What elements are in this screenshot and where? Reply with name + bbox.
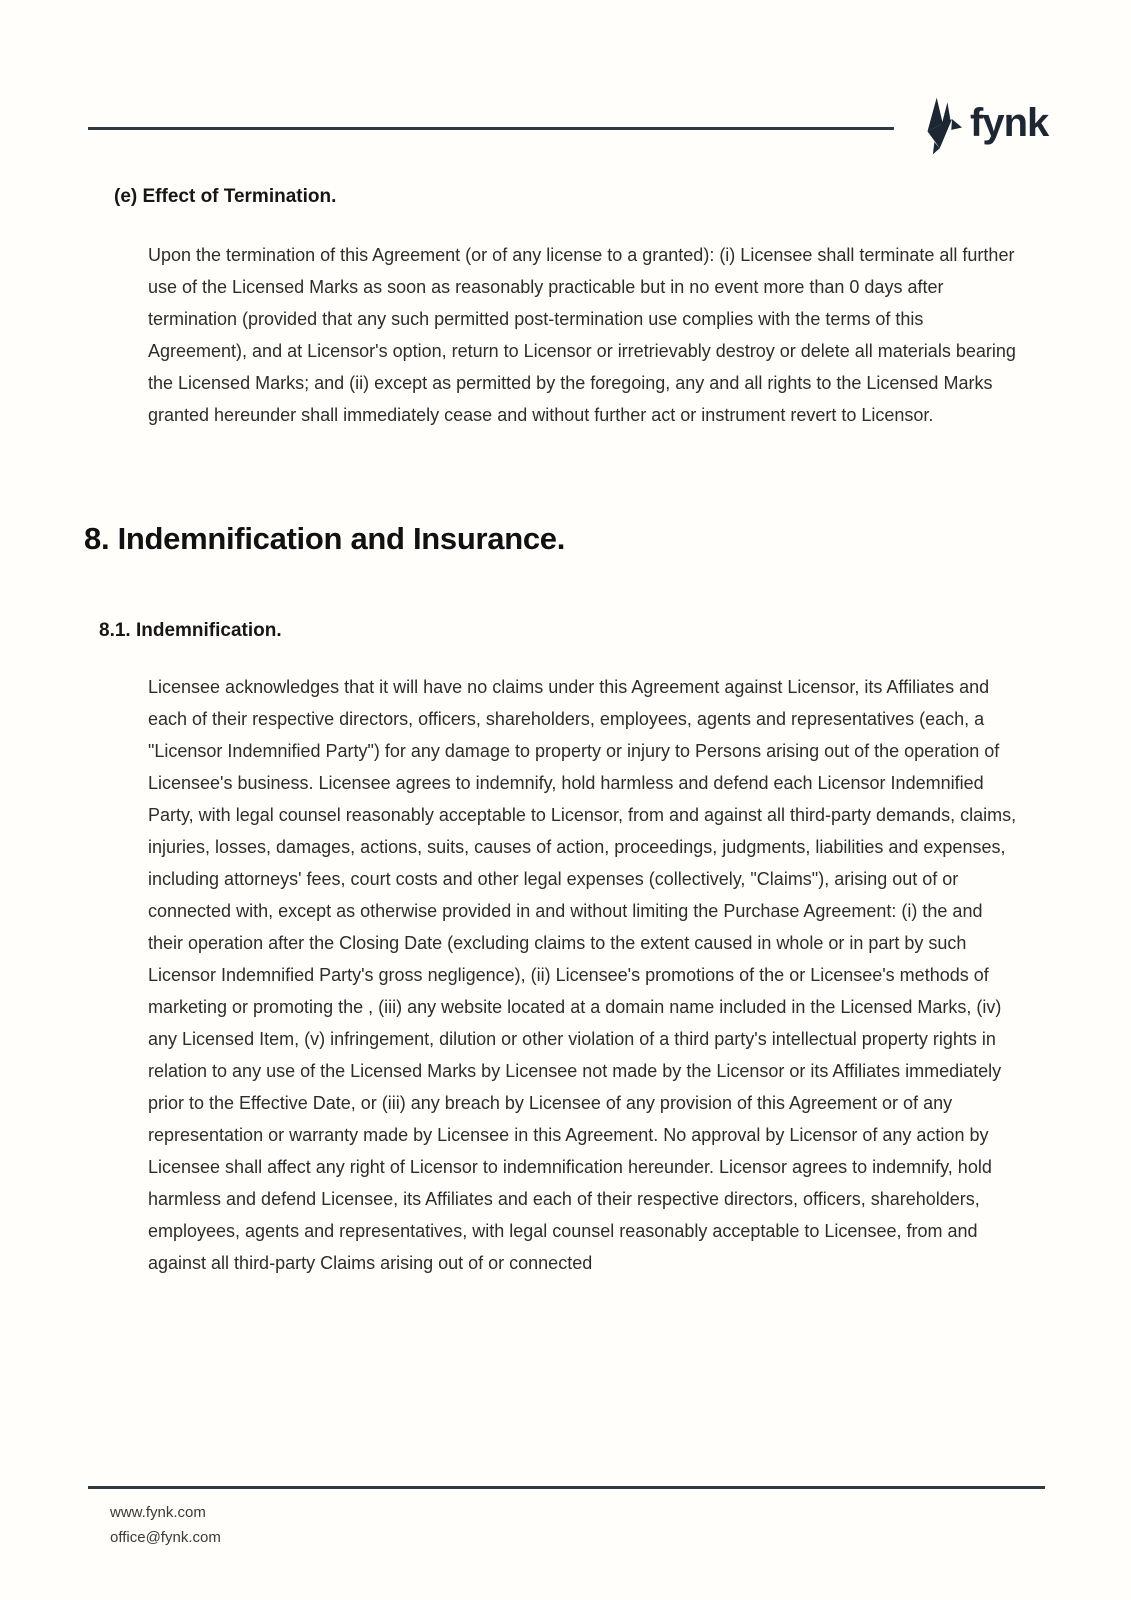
header-rule <box>88 127 894 130</box>
footer-rule <box>88 1486 1045 1489</box>
subsection-8-1-body: Licensee acknowledges that it will have no claims under this Agreement against Licensor, its Affiliates and each of their respective directors, officers, shareholders, employees, agents and representatives (each, a "Licensor Indemnified Party") for any damage to property or injury to Persons arising out of the operation of Licensee's business. Licensee agrees to indemnify, hold harmless and defend each Licensor Indemnified Party, with legal counsel reasonably acceptable to Licensor, from and against all third-party demands, claims, injuries, losses, damages, actions, suits, causes of action, proceedings, judgments, liabilities and expenses, including attorneys' fees, court costs and other legal expenses (collectively, "Claims"), arising out of or connected with, except as otherwise provided in and without limiting the Purchase Agreement: (i) the and their operation after the Closing Date (excluding claims to the extent caused in whole or in part by such Licensor Indemnified Party's gross negligence), (ii) Licensee's promotions of the or Licensee's methods of marketing or promoting the , (iii) any website located at a domain name included in the Licensed Marks, (iv) any Licensed Item, (v) infringement, dilution or other violation of a third party's intellectual property rights in relation to any use of the Licensed Marks by Licensee not made by the Licensor or its Affiliates immediately prior to the Effective Date, or (iii) any breach by Licensee of any provision of this Agreement or of any representation or warranty made by Licensee in this Agreement. No approval by Licensor of any action by Licensee shall affect any right of Licensor to indemnification hereunder. Licensor agrees to indemnify, hold harmless and defend Licensee, its Affiliates and each of their respective directors, officers, shareholders, employees, agents and representatives, with legal counsel reasonably acceptable to Licensee, from and against all third-party Claims arising out of or connected <box>148 677 1017 1273</box>
footer-email: office@fynk.com <box>110 1529 221 1546</box>
subsection-8-1-heading: 8.1. Indemnification. <box>99 620 282 641</box>
origami-bird-icon <box>916 97 962 155</box>
subsection-e-heading: (e) Effect of Termination. <box>114 186 337 207</box>
footer-contact <box>110 1500 221 1550</box>
subsection-e-body: Upon the termination of this Agreement (or of any license to a granted): (i) Licensee shall terminate all further use of the Licensed Marks as soon as reasonably practicable but in no event more than 0 days after termination (provided that any such permitted post-termination use complies with the terms of this Agreement), and at Licensor's option, return to Licensor or irretrievably destroy or delete all materials bearing the Licensed Marks; and (ii) except as permitted by the foregoing, any and all rights to the Licensed Marks granted hereunder shall immediately cease and without further act or instrument revert to Licensor. <box>148 245 1016 425</box>
fynk-logo <box>916 97 1048 155</box>
footer-website: www.fynk.com <box>110 1504 206 1521</box>
section-8-heading: 8. Indemnification and Insurance. <box>84 521 566 556</box>
logo-wordmark: fynk <box>970 101 1049 145</box>
